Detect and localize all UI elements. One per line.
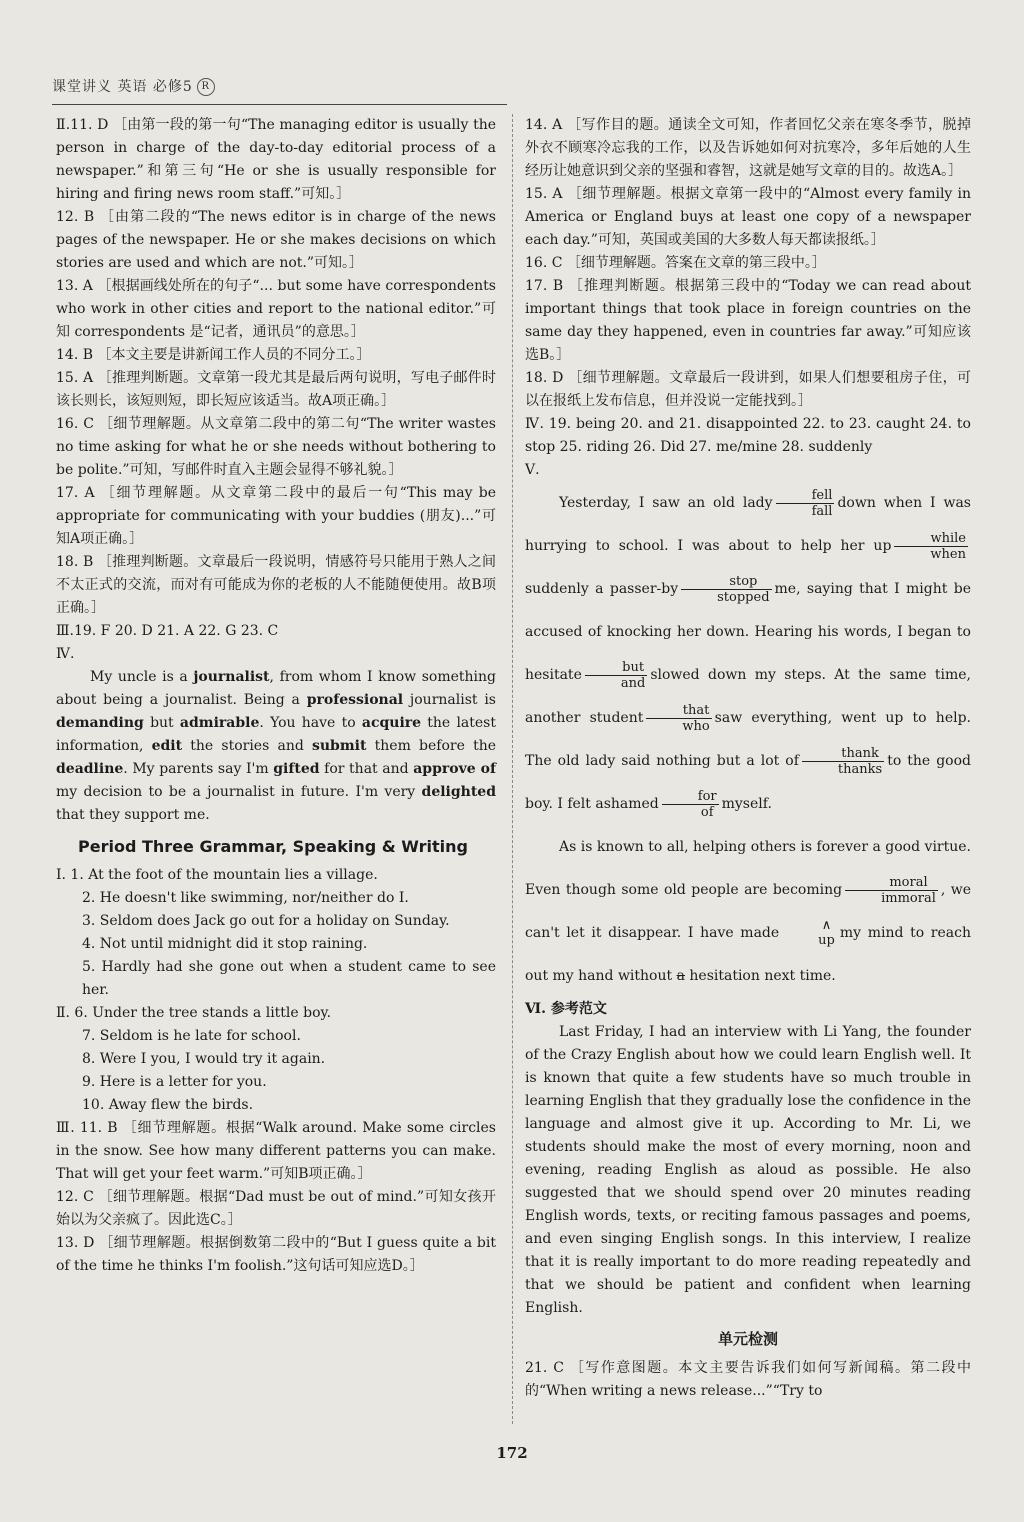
section-label: Ⅳ. <box>56 646 75 662</box>
answer-item: 16. C ［细节理解题。从文章第二段中的第二句“The writer wastes no time asking for what he or she needs without bothering to be polite.”可知，写邮件时直入主题会显得不够礼貌。］ <box>56 416 496 478</box>
correction-mark: for of <box>662 789 719 820</box>
grammar-item: 10. Away flew the birds. <box>82 1097 254 1113</box>
answer-item: 14. B ［本文主要是讲新闻工作人员的不同分工。］ <box>56 347 371 363</box>
answer-item: 15. A ［推理判断题。文章第一段尤其是最后两句说明，写电子邮件时该长则长，该短则短，即长短应该适当。故A项正确。］ <box>56 370 496 409</box>
sample-essay: Last Friday, I had an interview with Li Yang, the founder of the Crazy English about how we could learn English well. It is known that quite a few students have so much trouble in learning English that they gradually lose the confidence in the language and almost give it up. According to Mr. Li, we students should make the most of every morning, noon and evening, reading English as aloud as possible. He also suggested that we should spend over 20 minutes reading English words, texts, or reciting famous passages and poems, and even singing English songs. In this interview, I realize that it is really important to do more reading repeatedly and that we should be patient and confident when learning English. <box>525 1024 971 1316</box>
header-title: 课堂讲义 英语 必修5 <box>52 79 193 95</box>
insert-mark: ∧ up <box>818 918 835 948</box>
answer-item: 18. B ［推理判断题。文章最后一段说明，情感符号只能用于熟人之间不太正式的交流，而对有可能成为你的老板的人不能随便使用。故B项正确。］ <box>56 554 496 616</box>
answer-item: 17. A ［细节理解题。从文章第二段中的最后一句“This may be appropriate for communicating with your buddies (朋友)...”可知A项正确。］ <box>56 485 496 547</box>
answer-item: Ⅲ. 11. B ［细节理解题。根据“Walk around. Make some circles in the snow. See how many different patterns you can make. That will get your feet warm.”可知B项正确。］ <box>56 1120 496 1182</box>
answer-item: 14. A ［写作目的题。通读全文可知，作者回忆父亲在寒冬季节，脱掉外衣不顾寒冷忘我的工作，以及告诉她如何对抗寒冷，多年后她的人生经历让她意识到父亲的坚强和睿智，这就是她写文章的目的。故选A。］ <box>525 117 971 179</box>
grammar-item: 8. Were I you, I would try it again. <box>82 1051 326 1067</box>
journalist-paragraph: My uncle is a journalist, from whom I know something about being a journalist. Being a professional journalist is demanding but admirable. You have to acquire the latest information, edit the stories and submit them before the deadline. My parents say I'm gifted for that and approve of my decision to be a journalist in future. I'm very delighted that they support me. <box>56 669 497 823</box>
answer-item: 15. A ［细节理解题。根据文章第一段中的“Almost every family in America or England buys at least one copy of a newspaper each day.”可知，英国或美国的大多数人每天都读报纸。］ <box>525 186 971 248</box>
grammar-item: 5. Hardly had she gone out when a student came to see her. <box>82 959 496 998</box>
period-three-heading: Period Three Grammar, Speaking & Writing <box>78 837 468 856</box>
answer-item: 12. B ［由第二段的“The news editor is in charge of the news pages of the newspaper. He or she makes decisions on which stories are used and which are not.”可知。］ <box>56 209 496 271</box>
unit-test-heading: 单元检测 <box>717 1330 778 1348</box>
page-number: 172 <box>496 1444 528 1462</box>
answer-item: 17. B ［推理判断题。根据第三段中的“Today we can read about important things that took place in foreign countries on the same day they happened, even in countries far away.”可知应该选B。］ <box>525 278 971 363</box>
column-divider <box>512 114 513 1424</box>
page-header <box>52 76 215 96</box>
delete-mark: a <box>676 968 685 984</box>
grammar-item: 2. He doesn't like swimming, nor/neither do I. <box>82 890 409 906</box>
answer-item: 13. A ［根据画线处所在的句子“... but some have correspondents who work in other cities and report to the national editor.”可知 correspondents 是“记者，通讯员”的意思。］ <box>56 278 496 340</box>
sample-label: Ⅵ. 参考范文 <box>525 1001 607 1017</box>
answer-item: Ⅱ.11. D ［由第一段的第一句“The managing editor is usually the person in charge of the day-to-day editorial process of a newspaper.”和第三句“He or she is usually responsible for hiring and firing news room staff.”可知。］ <box>56 117 496 202</box>
correction-mark: fell fall <box>776 488 835 519</box>
correction-mark: thank thanks <box>802 746 884 777</box>
correction-paragraph: Yesterday, I saw an old lady fell fall down when I was hurrying to school. I was about to help her up while when suddenly a passer-by stop stopped me, saying that I might be accused of knocking her down. Hearing his words, I began to hesitate but and slowed down my steps. At the same time, another student that who saw everything, went up to help. The old lady said nothing but a lot of thank thanks to the good boy. I felt ashamed for of myself. <box>525 487 971 820</box>
answer-item: 18. D ［细节理解题。文章最后一段讲到，如果人们想要租房子住，可以在报纸上发布信息，但并没说一定能找到。］ <box>525 370 971 409</box>
header-rule <box>52 104 507 105</box>
correction-mark: that who <box>646 703 711 734</box>
correction-mark: but and <box>585 660 647 691</box>
section-label: Ⅴ. <box>525 462 540 478</box>
answer-item: 12. C ［细节理解题。根据“Dad must be out of mind.”可知女孩开始以为父亲疯了。因此选C。］ <box>56 1189 496 1228</box>
left-column <box>56 114 496 1278</box>
answer-item: 13. D ［细节理解题。根据倒数第二段中的“But I guess quite a bit of the time he thinks I'm foolish.”这句话可知应选D。］ <box>56 1235 496 1274</box>
edition-badge-icon: R <box>197 78 215 96</box>
grammar-item: Ⅱ. 6. Under the tree stands a little boy. <box>56 1005 332 1021</box>
answer-item: Ⅳ. 19. being 20. and 21. disappointed 22. to 23. caught 24. to stop 25. riding 26. Did 27. me/mine 28. suddenly <box>525 416 971 455</box>
answer-item: Ⅲ.19. F 20. D 21. A 22. G 23. C <box>56 623 279 639</box>
correction-paragraph-2: As is known to all, helping others is forever a good virtue. Even though some old people are becoming moral immoral , we can't let it disappear. I have made ∧ up my mind to reach out my hand without a hesitation next time. <box>525 839 972 984</box>
answer-item: 21. C ［写作意图题。本文主要告诉我们如何写新闻稿。第二段中的“When writing a news release...”“Try to <box>525 1360 971 1399</box>
grammar-item: 9. Here is a letter for you. <box>82 1074 267 1090</box>
answer-item: 16. C ［细节理解题。答案在文章的第三段中。］ <box>525 255 826 271</box>
grammar-item: 7. Seldom is he late for school. <box>82 1028 301 1044</box>
right-column <box>525 114 971 1403</box>
correction-mark: while when <box>894 531 968 562</box>
correction-mark: stop stopped <box>681 574 771 605</box>
grammar-item: 3. Seldom does Jack go out for a holiday on Sunday. <box>82 913 450 929</box>
grammar-item: 4. Not until midnight did it stop raining. <box>82 936 368 952</box>
correction-mark: moral immoral <box>845 875 938 906</box>
grammar-item: Ⅰ. 1. At the foot of the mountain lies a village. <box>56 867 378 883</box>
